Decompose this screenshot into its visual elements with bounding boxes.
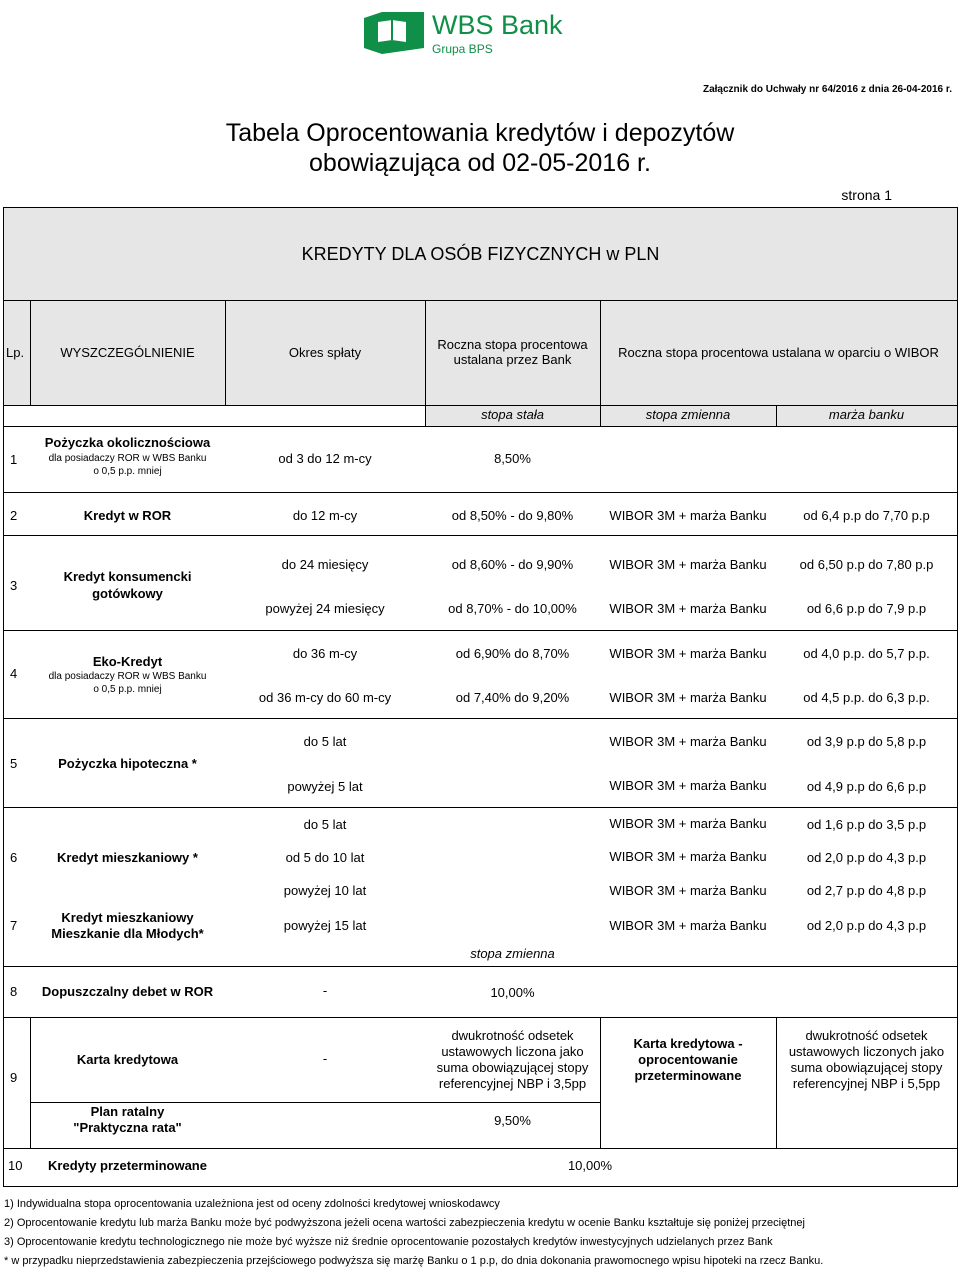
row9-rate-line1: dwukrotność odsetek	[451, 1028, 574, 1043]
row3-name1: Kredyt konsumencki	[63, 569, 192, 584]
row4-b-rate: od 7,40% do 9,20%	[455, 690, 570, 705]
sub-margin: marża banku	[828, 407, 905, 422]
row10-name: Kredyty przeterminowane	[48, 1158, 207, 1173]
row9-over-line1: dwukrotność odsetek	[805, 1028, 928, 1043]
row6-b-period: od 5 do 10 lat	[285, 850, 365, 865]
row6-a-margin: od 1,6 p.p do 3,5 p.p	[806, 817, 927, 832]
col-item: WYSZCZEGÓLNIENIE	[60, 345, 195, 360]
row10-lp: 10	[8, 1158, 23, 1173]
row2-rate: od 8,50% - do 9,80%	[451, 508, 574, 523]
footnote-4: * w przypadku nieprzedstawienia zabezpieczenia przejściowego podwyższa się marżę Banku o 1 p.p, do dnia dokonania prawomocnego wpisu hipoteki na rzecz Banku.	[4, 1255, 824, 1267]
row4-note2: o 0,5 p.p. mniej	[93, 684, 162, 695]
row6-a-period: do 5 lat	[303, 817, 347, 832]
row3-a-rate: od 8,60% - do 9,90%	[451, 557, 574, 572]
section-header	[4, 208, 957, 301]
row1-period: od 3 do 12 m-cy	[278, 451, 372, 466]
row9-over-line4: referencyjnej NBP i 5,5pp	[792, 1076, 941, 1091]
brand-name: WBS Bank	[432, 10, 563, 40]
row3-name2: gotówkowy	[92, 586, 163, 601]
row4-a-wibor: WIBOR 3M + marża Banku	[609, 646, 767, 661]
row3-b-wibor: WIBOR 3M + marża Banku	[609, 601, 767, 616]
row9-card-line1: Karta kredytowa -	[633, 1036, 743, 1051]
row6-b-wibor: WIBOR 3M + marża Banku	[609, 849, 767, 864]
row9-name: Karta kredytowa	[76, 1052, 179, 1067]
row9-overdue-rate	[776, 1028, 957, 1092]
row9-card-overdue	[600, 1036, 776, 1084]
row5-b-wibor: WIBOR 3M + marża Banku	[609, 778, 767, 793]
row4-a-period: do 36 m-cy	[292, 646, 358, 661]
col-period: Okres spłaty	[288, 345, 362, 360]
row4-b-wibor: WIBOR 3M + marża Banku	[609, 690, 767, 705]
sub-variable: stopa zmienna	[645, 407, 731, 422]
page-number: strona 1	[841, 187, 892, 203]
row4-b-period: od 36 m-cy do 60 m-cy	[258, 690, 392, 705]
row3-b-rate: od 8,70% - do 10,00%	[448, 601, 577, 616]
row9-card-line3: przeterminowane	[634, 1068, 742, 1083]
row5-b-period: powyżej 5 lat	[287, 779, 363, 794]
row6-c-margin: od 2,7 p.p do 4,8 p.p	[806, 883, 927, 898]
row1-rate: 8,50%	[494, 451, 531, 466]
footnote-1: 1) Indywidualna stopa oprocentowania uzależniona jest od oceny zdolności kredytowej wnioskodawcy	[4, 1198, 500, 1210]
row5-b-margin: od 4,9 p.p do 6,6 p.p	[806, 779, 927, 794]
row9-plan-line1: Plan ratalny	[90, 1104, 165, 1119]
page-title	[0, 118, 960, 178]
row7-margin: od 2,0 p.p do 4,3 p.p	[806, 918, 927, 933]
row1-lp: 1	[10, 452, 18, 467]
row9-over-line2: ustawowych liczonych jako	[788, 1044, 945, 1059]
col-bank-rate-2: ustalana przez Bank	[453, 352, 572, 367]
row2-margin: od 6,4 p.p do 7,70 p.p	[803, 508, 930, 523]
row6-a-wibor: WIBOR 3M + marża Banku	[609, 816, 767, 831]
row2-lp: 2	[10, 508, 18, 523]
row3-b-period: powyżej 24 miesięcy	[265, 601, 385, 616]
col-bank-rate	[425, 337, 600, 367]
row7-period: powyżej 15 lat	[283, 918, 367, 933]
row7-name1: Kredyt mieszkaniowy	[61, 910, 194, 925]
row2-wibor: WIBOR 3M + marża Banku	[609, 508, 767, 523]
row9-period: -	[322, 1051, 328, 1066]
col-lp: Lp.	[6, 345, 25, 360]
row2-period: do 12 m-cy	[292, 508, 358, 523]
row5-a-margin: od 3,9 p.p do 5,8 p.p	[806, 734, 927, 749]
row4-lp: 4	[10, 666, 18, 681]
row8-period: -	[322, 983, 328, 998]
row9-rate-line3: suma obowiązującej stopy	[436, 1060, 589, 1075]
row4-b-margin: od 4,5 p.p. do 6,3 p.p.	[803, 690, 930, 705]
row7-wibor: WIBOR 3M + marża Banku	[609, 918, 767, 933]
row5-lp: 5	[10, 756, 18, 771]
row8-rate: 10,00%	[490, 985, 535, 1000]
row9-plan-rate: 9,50%	[494, 1113, 531, 1128]
row8-lp: 8	[10, 984, 18, 999]
title-line-2: obowiązująca od 02-05-2016 r.	[309, 149, 651, 177]
row3-a-wibor: WIBOR 3M + marża Banku	[609, 557, 767, 572]
col-wibor-rate: Roczna stopa procentowa ustalana w oparciu o WIBOR	[618, 345, 939, 360]
row3-a-period: do 24 miesięcy	[281, 557, 369, 572]
row7-lp: 7	[10, 918, 18, 933]
row4-a-margin: od 4,0 p.p. do 5,7 p.p.	[803, 646, 930, 661]
row7-name2: Mieszkanie dla Młodych*	[51, 926, 204, 941]
row4-name: Eko-Kredyt	[92, 654, 163, 669]
row2-name: Kredyt w ROR	[83, 508, 172, 523]
row6-c-wibor: WIBOR 3M + marża Banku	[609, 883, 767, 898]
title-line-1: Tabela Oprocentowania kredytów i depozytów	[225, 119, 735, 147]
row4-note1: dla posiadaczy ROR w WBS Banku	[48, 671, 207, 682]
row1-note2: o 0,5 p.p. mniej	[93, 466, 162, 477]
row5-a-wibor: WIBOR 3M + marża Banku	[609, 734, 767, 749]
row6-b-margin: od 2,0 p.p do 4,3 p.p	[806, 850, 927, 865]
sub-fixed: stopa stała	[481, 407, 544, 422]
brand-sub: Grupa BPS	[432, 42, 493, 56]
row1-note1: dla posiadaczy ROR w WBS Banku	[48, 453, 207, 464]
row3-lp: 3	[10, 578, 18, 593]
footnote-3: 3) Oprocentowanie kredytu technologicznego nie może być wyższe niż średnie oprocentowanie pozostałych kredytów inwestycyjnych udzielanych przez Bank	[4, 1236, 773, 1248]
row9-plan	[30, 1104, 225, 1136]
row9-rate-line2: ustawowych liczona jako	[441, 1044, 584, 1059]
row3-a-margin: od 6,50 p.p do 7,80 p.p	[799, 557, 934, 572]
row6-name: Kredyt mieszkaniowy *	[57, 850, 198, 865]
annex-note: Załącznik do Uchwały nr 64/2016 z dnia 26-04-2016 r.	[702, 84, 952, 95]
row3-b-margin: od 6,6 p.p do 7,9 p.p	[806, 601, 927, 616]
row7-sub-variable: stopa zmienna	[470, 946, 555, 961]
row5-a-period: do 5 lat	[303, 734, 347, 749]
row9-card-line2: oprocentowanie	[638, 1052, 738, 1067]
row10-rate: 10,00%	[567, 1158, 613, 1173]
row5-name: Pożyczka hipoteczna *	[58, 756, 197, 771]
row8-name: Dopuszczalny debet w ROR	[41, 984, 214, 999]
row6-c-period: powyżej 10 lat	[283, 883, 367, 898]
row9-rate	[425, 1028, 600, 1092]
row1-name: Pożyczka okolicznościowa	[44, 435, 211, 450]
row6-lp: 6	[10, 850, 18, 865]
row4-a-rate: od 6,90% do 8,70%	[455, 646, 570, 661]
row9-over-line3: suma obowiązującej stopy	[790, 1060, 943, 1075]
row9-plan-line2: "Praktyczna rata"	[73, 1120, 182, 1135]
footnote-2: 2) Oprocentowanie kredytu lub marża Banku może być podwyższona jeżeli ocena wartości zabezpieczenia kredytu w ocenie Banku kształtuje się poniżej przeciętnej	[4, 1217, 805, 1229]
row9-rate-line4: referencyjnej NBP i 3,5pp	[438, 1076, 587, 1091]
row9-lp: 9	[10, 1070, 18, 1085]
section-title: KREDYTY DLA OSÓB FIZYCZNYCH w PLN	[301, 244, 660, 264]
col-bank-rate-1: Roczna stopa procentowa	[437, 337, 588, 352]
